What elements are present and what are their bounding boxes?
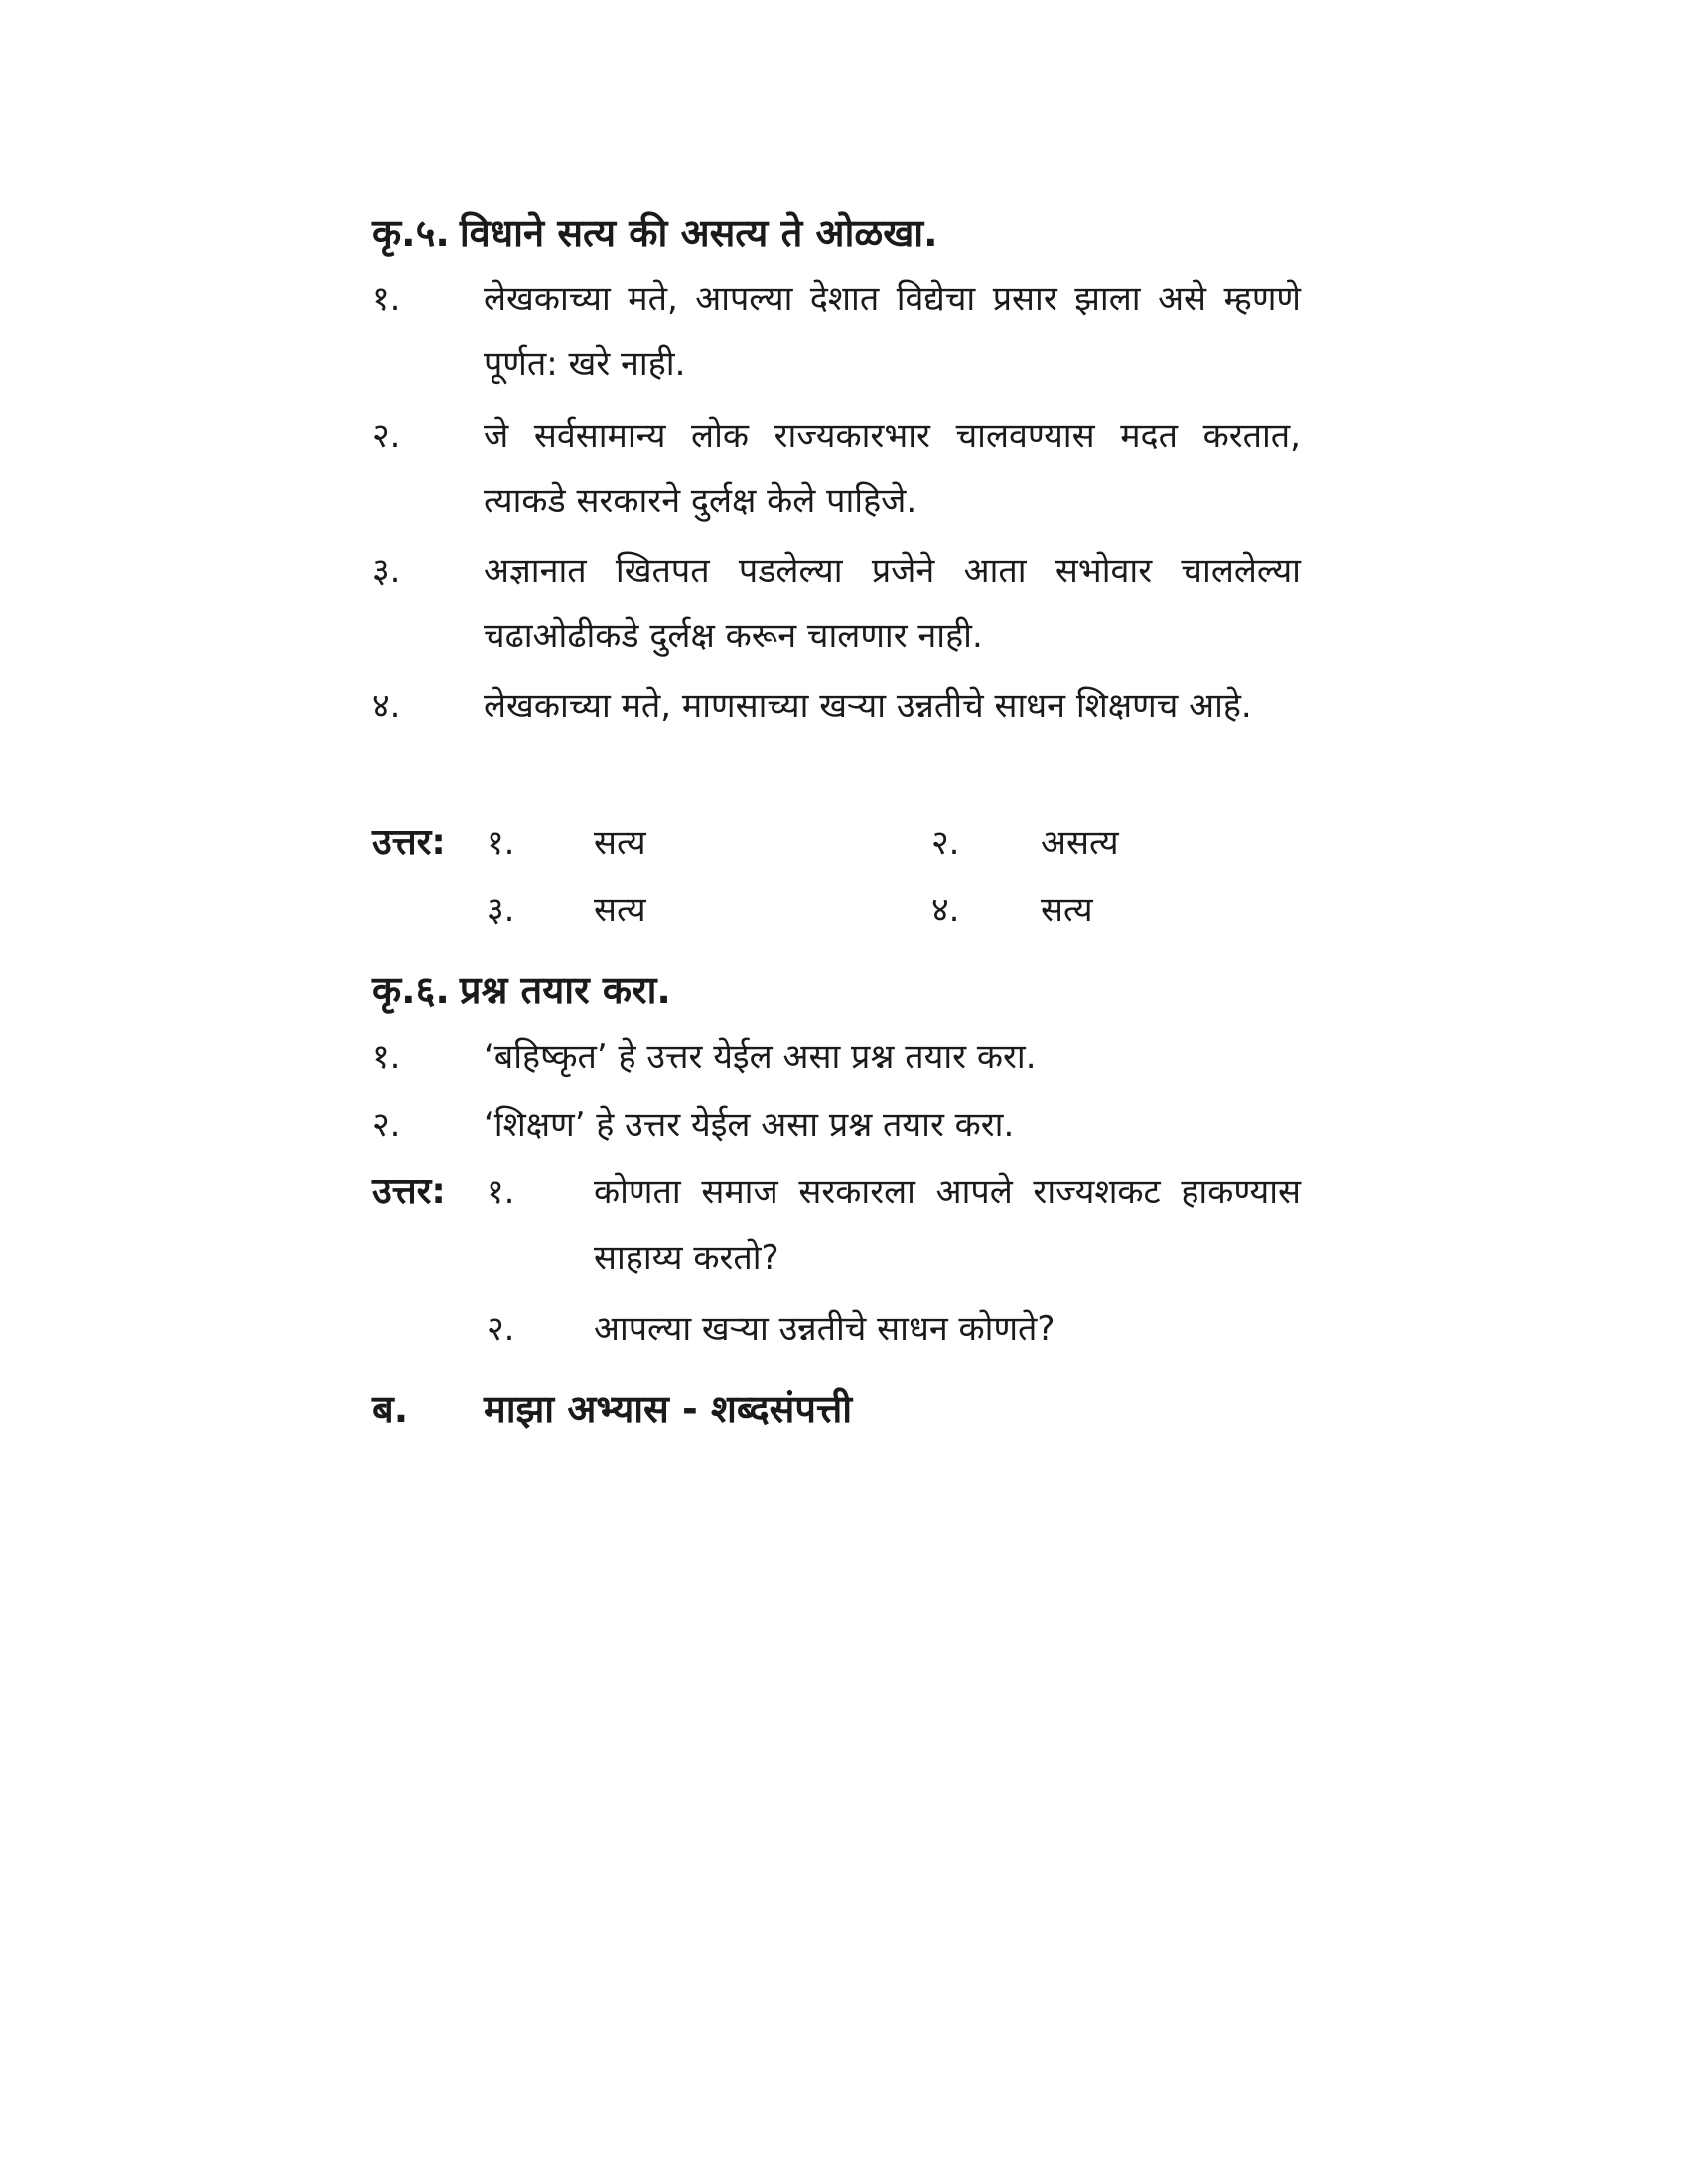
section6-item-1 <box>372 1024 1301 1090</box>
section5-item-1-text: लेखकाच्या मते, आपल्या देशात विद्येचा प्रसार झाला असे म्हणणे पूर्णत: खरे नाही. <box>484 279 1301 384</box>
section6-number: कृ.६. <box>372 968 450 1012</box>
section6-item-1-text: ‘बहिष्कृत’ हे उत्तर येईल असा प्रश्न तयार करा. <box>484 1037 1037 1077</box>
section5-item-3 <box>372 538 1301 669</box>
section5-item-4 <box>372 673 1301 739</box>
sectionB-title: माझा अभ्यास - शब्दसंपत्ती <box>484 1387 853 1431</box>
section5-answer-3-value: सत्य <box>594 890 646 930</box>
section6-answer-2-number: २. <box>487 1309 515 1349</box>
section6-item-2 <box>372 1092 1301 1158</box>
section5-title: विधाने सत्य की असत्य ते ओळखा. <box>459 211 938 255</box>
section6-title: प्रश्न तयार करा. <box>459 968 671 1012</box>
section5-item-1 <box>372 266 1301 397</box>
section6-item-1-number: १. <box>372 1037 401 1077</box>
section5-answer-2-value: असत्य <box>1041 823 1119 863</box>
section5-answer-3-number: ३. <box>487 890 515 930</box>
section5-answer-4-number: ४. <box>931 890 960 930</box>
section5-answer-4-value: सत्य <box>1041 890 1093 930</box>
section6-answer-label: उत्तर: <box>372 1171 446 1212</box>
sectionB-heading <box>372 1386 852 1432</box>
sectionB-number: ब. <box>372 1387 409 1431</box>
section5-item-3-number: ३. <box>372 551 401 591</box>
section5-item-2 <box>372 403 1301 534</box>
section6-answer-1-number: १. <box>487 1172 515 1212</box>
section6-answer-1-text: कोणता समाज सरकारला आपले राज्यशकट हाकण्यास साहाय्य करतो? <box>594 1172 1301 1278</box>
section6-item-2-text: ‘शिक्षण’ हे उत्तर येईल असा प्रश्न तयार करा. <box>484 1105 1015 1145</box>
section5-item-2-number: २. <box>372 416 401 456</box>
section5-item-2-text: जे सर्वसामान्य लोक राज्यकारभार चालवण्यास मदत करतात, त्याकडे सरकारने दुर्लक्ष केले पाहिजे. <box>484 416 1301 521</box>
section5-answer-1-number: १. <box>487 823 515 863</box>
section5-item-1-number: १. <box>372 279 401 319</box>
section5-answer-1-value: सत्य <box>594 823 646 863</box>
section5-number: कृ.५. <box>372 211 450 255</box>
section5-item-4-text: लेखकाच्या मते, माणसाच्या खऱ्या उन्नतीचे साधन शिक्षणच आहे. <box>484 686 1252 726</box>
section5-item-3-text: अज्ञानात खितपत पडलेल्या प्रजेने आता सभोवार चाललेल्या चढाओढीकडे दुर्लक्ष करून चालणार नाही. <box>484 551 1301 656</box>
section5-heading <box>372 210 938 256</box>
section5-answer-2-number: २. <box>931 823 960 863</box>
section6-item-2-number: २. <box>372 1105 401 1145</box>
section6-heading <box>372 967 671 1013</box>
section5-answer-label: उत्तर: <box>372 822 446 863</box>
section5-item-4-number: ४. <box>372 686 401 726</box>
section6-answer-2-text: आपल्या खऱ्या उन्नतीचे साधन कोणते? <box>594 1309 1055 1349</box>
